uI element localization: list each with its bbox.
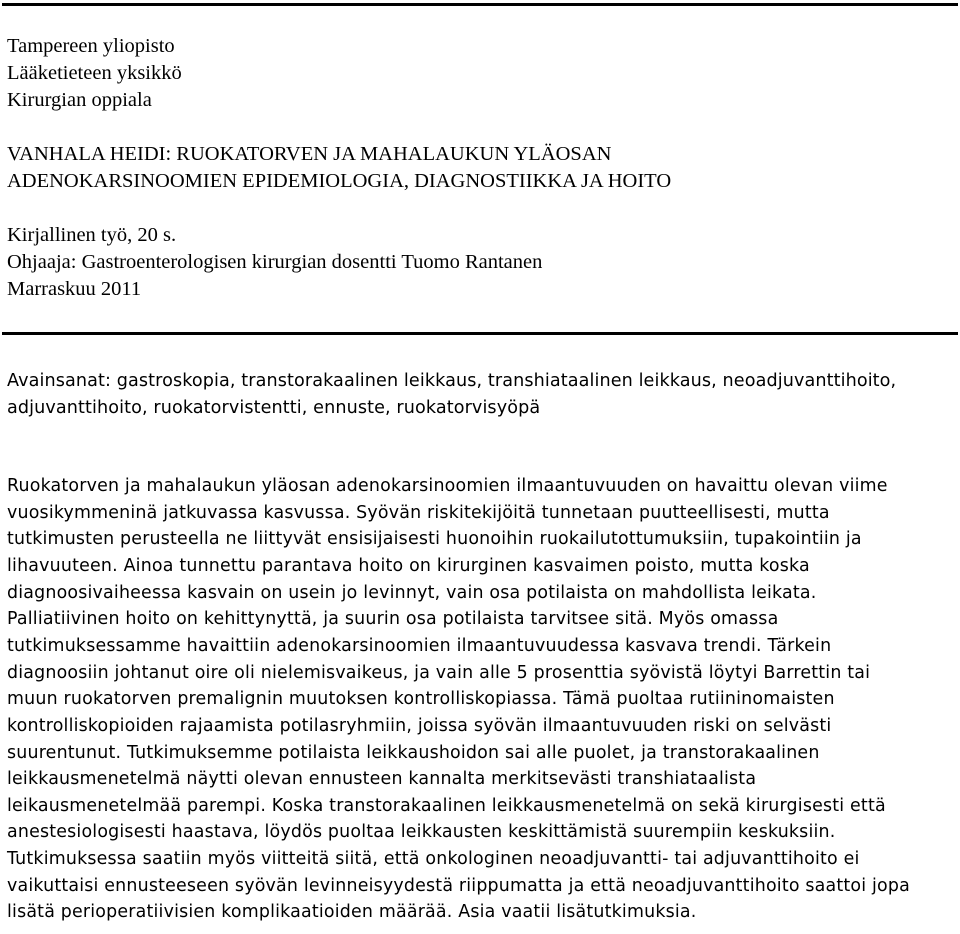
abstract-line: vuosikymmeninä jatkuvassa kasvussa. Syövän riskitekijöitä tunnetaan puutteellisesti, mutta — [7, 502, 830, 523]
abstract-line: Tutkimuksessa saatiin myös viitteitä siitä, että onkologinen neoadjuvantti- tai adjuvanttihoito ei — [7, 849, 860, 870]
department-name: Kirurgian oppiala — [7, 89, 152, 111]
keywords-line-1: Avainsanat: gastroskopia, transtorakaalinen leikkaus, transhiataalinen leikkaus, neoadjuvanttihoito, — [7, 371, 897, 391]
abstract-line: diagnoosivaiheessa kasvain on usein jo levinnyt, vain osa potilaista on mahdollista leikata. — [7, 582, 817, 603]
university-name: Tampereen yliopisto — [7, 35, 175, 57]
abstract-line: leikausmenetelmää parempi. Koska transtorakaalinen leikkausmenetelmä on sekä kirurgisesti että — [7, 795, 886, 816]
keywords-line-2: adjuvanttihoito, ruokatorvistentti, ennuste, ruokatorvisyöpä — [7, 398, 541, 418]
abstract-line: diagnoosiin johtanut oire oli nielemisvaikeus, ja vain alle 5 prosenttia syövistä löytyi Barrettin tai — [7, 662, 871, 683]
thesis-title-line-2: ADENOKARSINOOMIEN EPIDEMIOLOGIA, DIAGNOSTIIKKA JA HOITO — [7, 170, 672, 192]
abstract-line: leikkausmenetelmä näytti olevan ennusteen kannalta merkitsevästi transhiataalista — [7, 769, 757, 790]
abstract-line: lihavuuteen. Ainoa tunnettu parantava hoito on kirurginen kasvaimen poisto, mutta koska — [7, 555, 810, 576]
abstract-line: lisätä perioperatiivisien komplikaatioiden määrää. Asia vaatii lisätutkimuksia. — [7, 902, 697, 923]
date: Marraskuu 2011 — [7, 278, 142, 300]
abstract-line: anestesiologisesti haastava, löydös puoltaa leikkausten keskittämistä suurempiin keskuksiin. — [7, 822, 836, 843]
supervisor: Ohjaaja: Gastroenterologisen kirurgian dosentti Tuomo Rantanen — [7, 251, 543, 273]
abstract-line: kontrolliskopioiden rajaamista potilasryhmiin, joissa syövän ilmaantuvuuden riski on selvästi — [7, 715, 832, 736]
abstract-line: Palliatiivinen hoito on kehittynyttä, ja suurin osa potilaista tarvitsee sitä. Myös omassa — [7, 609, 779, 630]
unit-name: Lääketieteen yksikkö — [7, 62, 182, 84]
abstract-line: Ruokatorven ja mahalaukun yläosan adenokarsinoomien ilmaantuvuuden on havaittu olevan viime — [7, 476, 888, 496]
abstract-line: tutkimuksessamme havaittiin adenokarsinoomien ilmaantuvuudessa kasvava trendi. Tärkein — [7, 635, 832, 656]
abstract-line: suurentunut. Tutkimuksemme potilaista leikkaushoidon sai alle puolet, ja transtorakaalinen — [7, 742, 820, 763]
abstract-line: muun ruokatorven premalignin muutoksen kontrolliskopiassa. Tämä puoltaa rutiininomaisten — [7, 689, 835, 710]
work-type: Kirjallinen työ, 20 s. — [7, 224, 177, 246]
section-divider — [2, 332, 958, 335]
top-rule — [2, 3, 958, 6]
abstract-line: vaikuttaisi ennusteeseen syövän levinneisyydestä riippumatta ja että neoadjuvanttihoito saattoi jopa — [7, 875, 910, 896]
abstract-line: tutkimusten perusteella ne liittyvät ensisijaisesti huonoihin ruokailutottumuksiin, tupakointiin ja — [7, 529, 862, 550]
thesis-title-line-1: VANHALA HEIDI: RUOKATORVEN JA MAHALAUKUN YLÄOSAN — [7, 143, 612, 165]
